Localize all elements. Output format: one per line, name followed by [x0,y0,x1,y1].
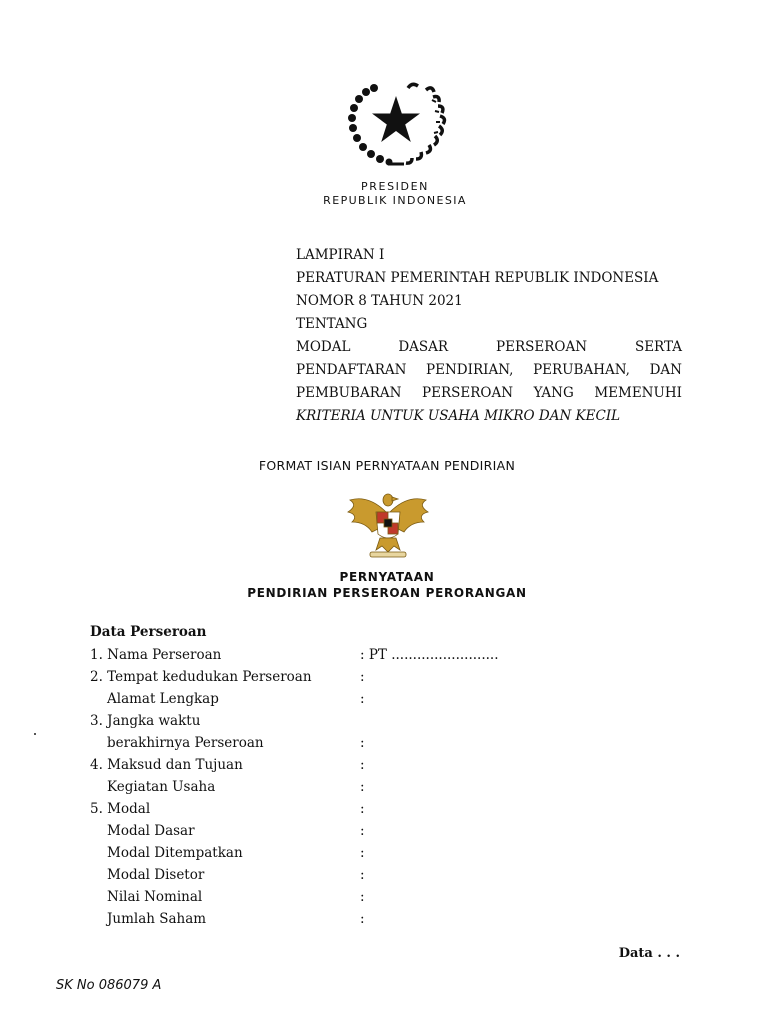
field-label: Modal Ditempatkan [107,845,243,861]
form-row-issued-capital [90,842,570,864]
regulation-about: TENTANG [296,316,368,332]
format-title: FORMAT ISIAN PERNYATAAN PENDIRIAN [258,458,516,473]
declaration-subtitle: PENDIRIAN PERSEROAN PERORANGAN [247,586,527,600]
field-value: : [360,823,365,839]
field-value: : [360,911,365,927]
field-label: Modal Disetor [107,867,205,883]
form-row-purpose [90,754,570,776]
word: DASAR [398,339,449,355]
form-row-duration [90,710,570,732]
regulation-subject-line-4: KRITERIA UNTUK USAHA MIKRO DAN KECIL [296,408,621,424]
field-label: 3. Jangka waktu [90,713,201,729]
field-label: 4. Maksud dan Tujuan [90,757,243,773]
word: SERTA [634,339,682,355]
regulation-subject-line-3 [296,382,682,405]
word: DAN [649,362,682,378]
word: PENDIRIAN, [426,362,514,378]
field-value: : [360,735,365,751]
form-row-domicile [90,666,570,688]
word: YANG [533,385,574,401]
word: PERSEROAN [496,339,588,355]
field-label: Jumlah Saham [107,911,207,927]
field-label: Alamat Lengkap [107,691,219,707]
form-row-company-name [90,644,570,666]
field-value: : [360,691,365,707]
regulation-title: PERATURAN PEMERINTAH REPUBLIK INDONESIA [296,270,659,286]
word: PENDAFTARAN [296,362,407,378]
form-row-business-activity [90,776,570,798]
field-value: : [360,845,365,861]
form-row-end-of-company [90,732,570,754]
word: PEMBUBARAN [296,385,402,401]
form-row-capital [90,798,570,820]
garuda-emblem-icon [346,488,430,560]
sk-number: SK No 086079 A [56,978,162,993]
attachment-number: LAMPIRAN I [296,247,385,263]
field-label: 5. Modal [90,801,151,817]
republic-caption: REPUBLIK INDONESIA [323,194,467,207]
form-row-paid-capital [90,864,570,886]
field-value: : [360,801,365,817]
field-value: : [360,779,365,795]
field-label: Kegiatan Usaha [107,779,216,795]
field-label: 1. Nama Perseroan [90,647,222,663]
word: PERSEROAN [422,385,514,401]
field-label: Modal Dasar [107,823,195,839]
field-value: : [360,757,365,773]
form-row-address [90,688,570,710]
field-label: 2. Tempat kedudukan Perseroan [90,669,312,685]
president-caption: PRESIDEN [361,180,429,193]
field-value: : [360,889,365,905]
regulation-number: NOMOR 8 TAHUN 2021 [296,293,463,309]
scan-speck [34,733,36,735]
company-data-form [90,644,570,930]
presidential-seal-icon [344,78,448,168]
field-value: : [360,669,365,685]
continued-next-page: Data . . . [618,946,680,961]
regulation-subject-line-1 [296,336,682,359]
declaration-title: PERNYATAAN [339,570,435,584]
form-row-authorized-capital [90,820,570,842]
form-row-share-count [90,908,570,930]
field-value: : PT ......................... [360,647,499,663]
field-label: Nilai Nominal [107,889,203,905]
field-value: : [360,867,365,883]
word: MEMENUHI [594,385,682,401]
word: MODAL [296,339,351,355]
attachment-block [296,244,682,428]
section-heading: Data Perseroan [90,624,207,640]
regulation-subject-line-2 [296,359,682,382]
field-label: berakhirnya Perseroan [107,735,264,751]
word: PERUBAHAN, [533,362,630,378]
form-row-nominal-value [90,886,570,908]
